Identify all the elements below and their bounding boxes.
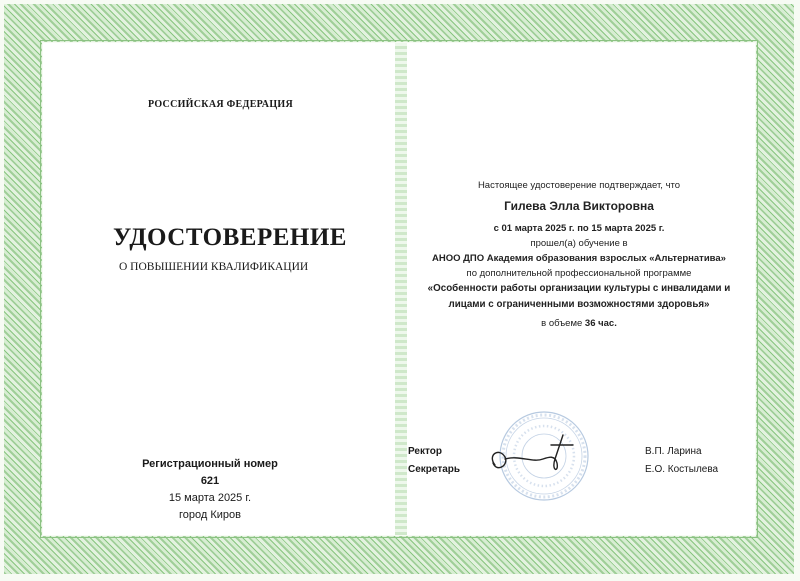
issue-city: город Киров <box>179 509 241 521</box>
trained-text: прошел(а) обучение в <box>530 238 628 249</box>
signature-labels <box>408 443 460 479</box>
secretary-label: Секретарь <box>408 464 461 475</box>
volume-prefix: в объеме <box>541 318 583 329</box>
country-heading: РОССИЙСКАЯ ФЕДЕРАЦИЯ <box>148 99 294 110</box>
handwritten-signature <box>485 433 575 483</box>
registration-block <box>140 456 280 524</box>
volume-line <box>409 316 749 331</box>
study-period: с 01 марта 2025 г. по 15 марта 2025 г. <box>493 223 665 234</box>
issue-date: 15 марта 2025 г. <box>168 492 252 504</box>
signature-names <box>645 443 718 479</box>
program-title-line1: «Особенности работы организации культуры с инвалидами и <box>427 283 731 294</box>
holder-name: Гилева Элла Викторовна <box>504 199 654 213</box>
rector-name: В.П. Ларина <box>645 446 702 457</box>
program-intro: по дополнительной профессиональной программе <box>466 268 692 279</box>
registration-number: Регистрационный номер 621 <box>142 458 278 487</box>
certificate-body <box>409 178 749 331</box>
document-subtitle: О ПОВЫШЕНИИ КВАЛИФИКАЦИИ <box>119 261 309 273</box>
secretary-name: Е.О. Костылева <box>645 464 719 475</box>
organization-name: АНОО ДПО Академия образования взрослых «Альтернатива» <box>432 253 726 264</box>
intro-text: Настоящее удостоверение подтверждает, что <box>477 180 681 191</box>
rector-label: Ректор <box>408 446 442 457</box>
volume-hours: 36 час. <box>584 318 617 329</box>
document-title: УДОСТОВЕРЕНИЕ <box>113 224 347 251</box>
program-title-line2: лицами с ограниченными возможностями здоровья» <box>448 299 710 310</box>
